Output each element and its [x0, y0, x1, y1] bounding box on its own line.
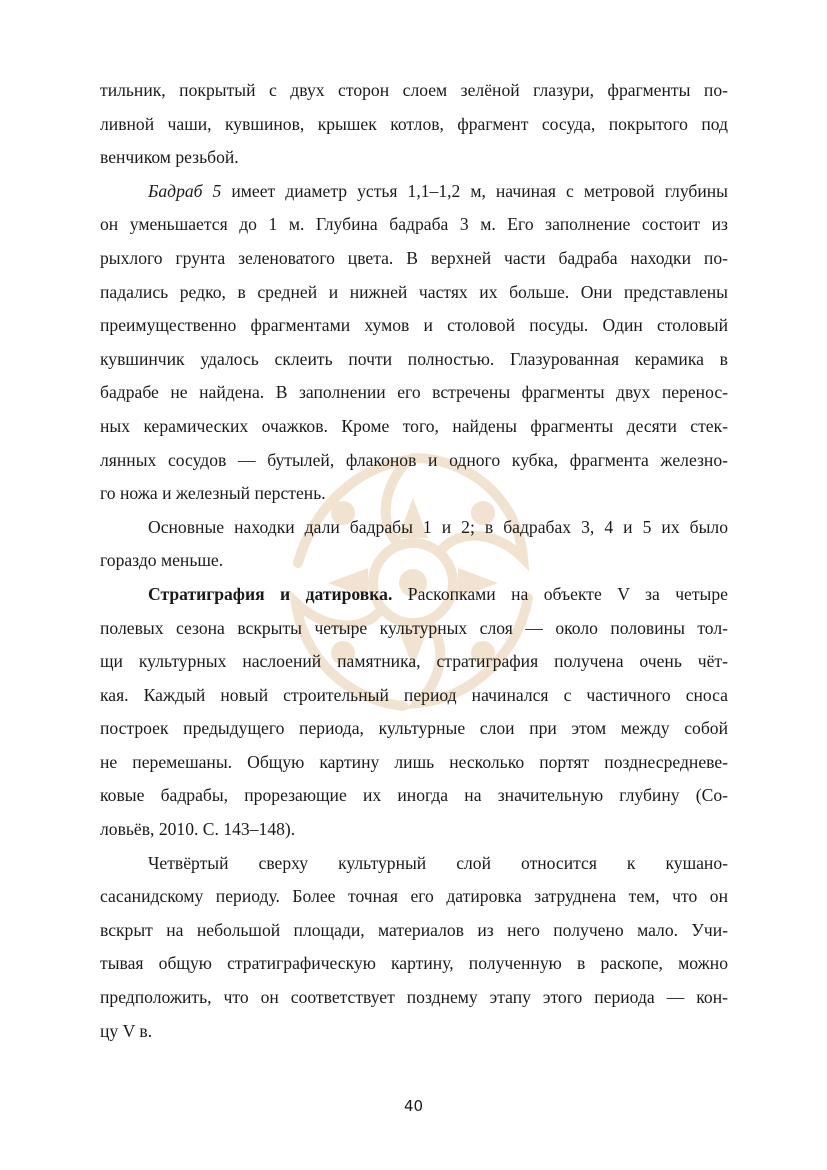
text-fragment: имеет диаметр устья 1,1–1,2 м, начиная с метровой глубины	[221, 180, 728, 201]
text-line: кая. Каждый новый строительный период начинался с частичного сноса	[100, 684, 728, 705]
text-line: рыхлого грунта зеленоватого цвета. В верхней части бадраба находки по-	[100, 247, 728, 268]
text-line: не перемешаны. Общую картину лишь несколько портят позднесредневе-	[100, 751, 728, 772]
body-text	[100, 74, 728, 1048]
text-line: бадрабе не найдена. В заполнении его встречены фрагменты двух перенос-	[100, 382, 728, 403]
text-line: он уменьшается до 1 м. Глубина бадраба 3 м. Его заполнение состоит из	[100, 214, 728, 235]
italic-lead: Бадраб 5	[148, 180, 222, 201]
text-line: построек предыдущего периода, культурные слои при этом между собой	[100, 718, 728, 739]
bold-heading: Стратиграфия и датировка.	[148, 583, 393, 604]
text-line: Четвёртый сверху культурный слой относится к кушано-	[148, 852, 728, 873]
text-line	[100, 578, 728, 612]
text-line	[100, 175, 728, 209]
text-line: Основные находки дали бадрабы 1 и 2; в бадрабах 3, 4 и 5 их было	[148, 516, 728, 537]
paragraph-4	[100, 578, 728, 847]
page-number: 40	[403, 1097, 424, 1115]
text-line: сасанидскому периоду. Более точная его датировка затруднена тем, что он	[100, 886, 728, 907]
text-line: щи культурных наслоений памятника, стратиграфия получена очень чёт-	[100, 651, 728, 672]
text-line: предположить, что он соответствует позднему этапу этого периода — кон-	[100, 987, 728, 1008]
text-line: тильник, покрытый с двух сторон слоем зелёной глазури, фрагменты по-	[100, 80, 728, 100]
text-line: цу V в.	[100, 1020, 153, 1041]
paragraph-2	[100, 175, 728, 511]
text-line: венчиком резьбой.	[100, 147, 239, 168]
text-line: ковые бадрабы, прорезающие их иногда на значительную глубину (Со-	[100, 785, 728, 806]
text-line: го ножа и железный перстень.	[100, 483, 326, 504]
text-line: кувшинчик удалось склеить почти полностью. Глазурованная керамика в	[100, 348, 728, 369]
paragraph-5	[100, 847, 728, 1049]
text-line: ливной чаши, кувшинов, крышек котлов, фрагмент сосуда, покрытого под	[100, 113, 728, 134]
text-line: падались редко, в средней и нижней частях их больше. Они представлены	[100, 281, 728, 302]
paragraph-3	[100, 511, 728, 578]
text-line: гораздо меньше.	[100, 550, 224, 571]
text-line: преимущественно фрагментами хумов и столовой посуды. Один столовый	[100, 315, 728, 336]
text-line: лянных сосудов — бутылей, флаконов и одного кубка, фрагмента железно-	[100, 449, 728, 470]
text-line: ловьёв, 2010. С. 143–148).	[100, 819, 296, 840]
text-line: вскрыт на небольшой площади, материалов из него получено мало. Учи-	[100, 919, 728, 940]
text-fragment: Раскопками на объекте V за четыре	[392, 583, 728, 604]
text-line: ных керамических очажков. Кроме того, найдены фрагменты десяти стек-	[100, 415, 728, 436]
paragraph-1	[100, 74, 728, 175]
text-line: полевых сезона вскрыты четыре культурных слоя — около половины тол-	[100, 617, 728, 638]
text-line: тывая общую стратиграфическую картину, полученную в раскопе, можно	[100, 953, 728, 974]
